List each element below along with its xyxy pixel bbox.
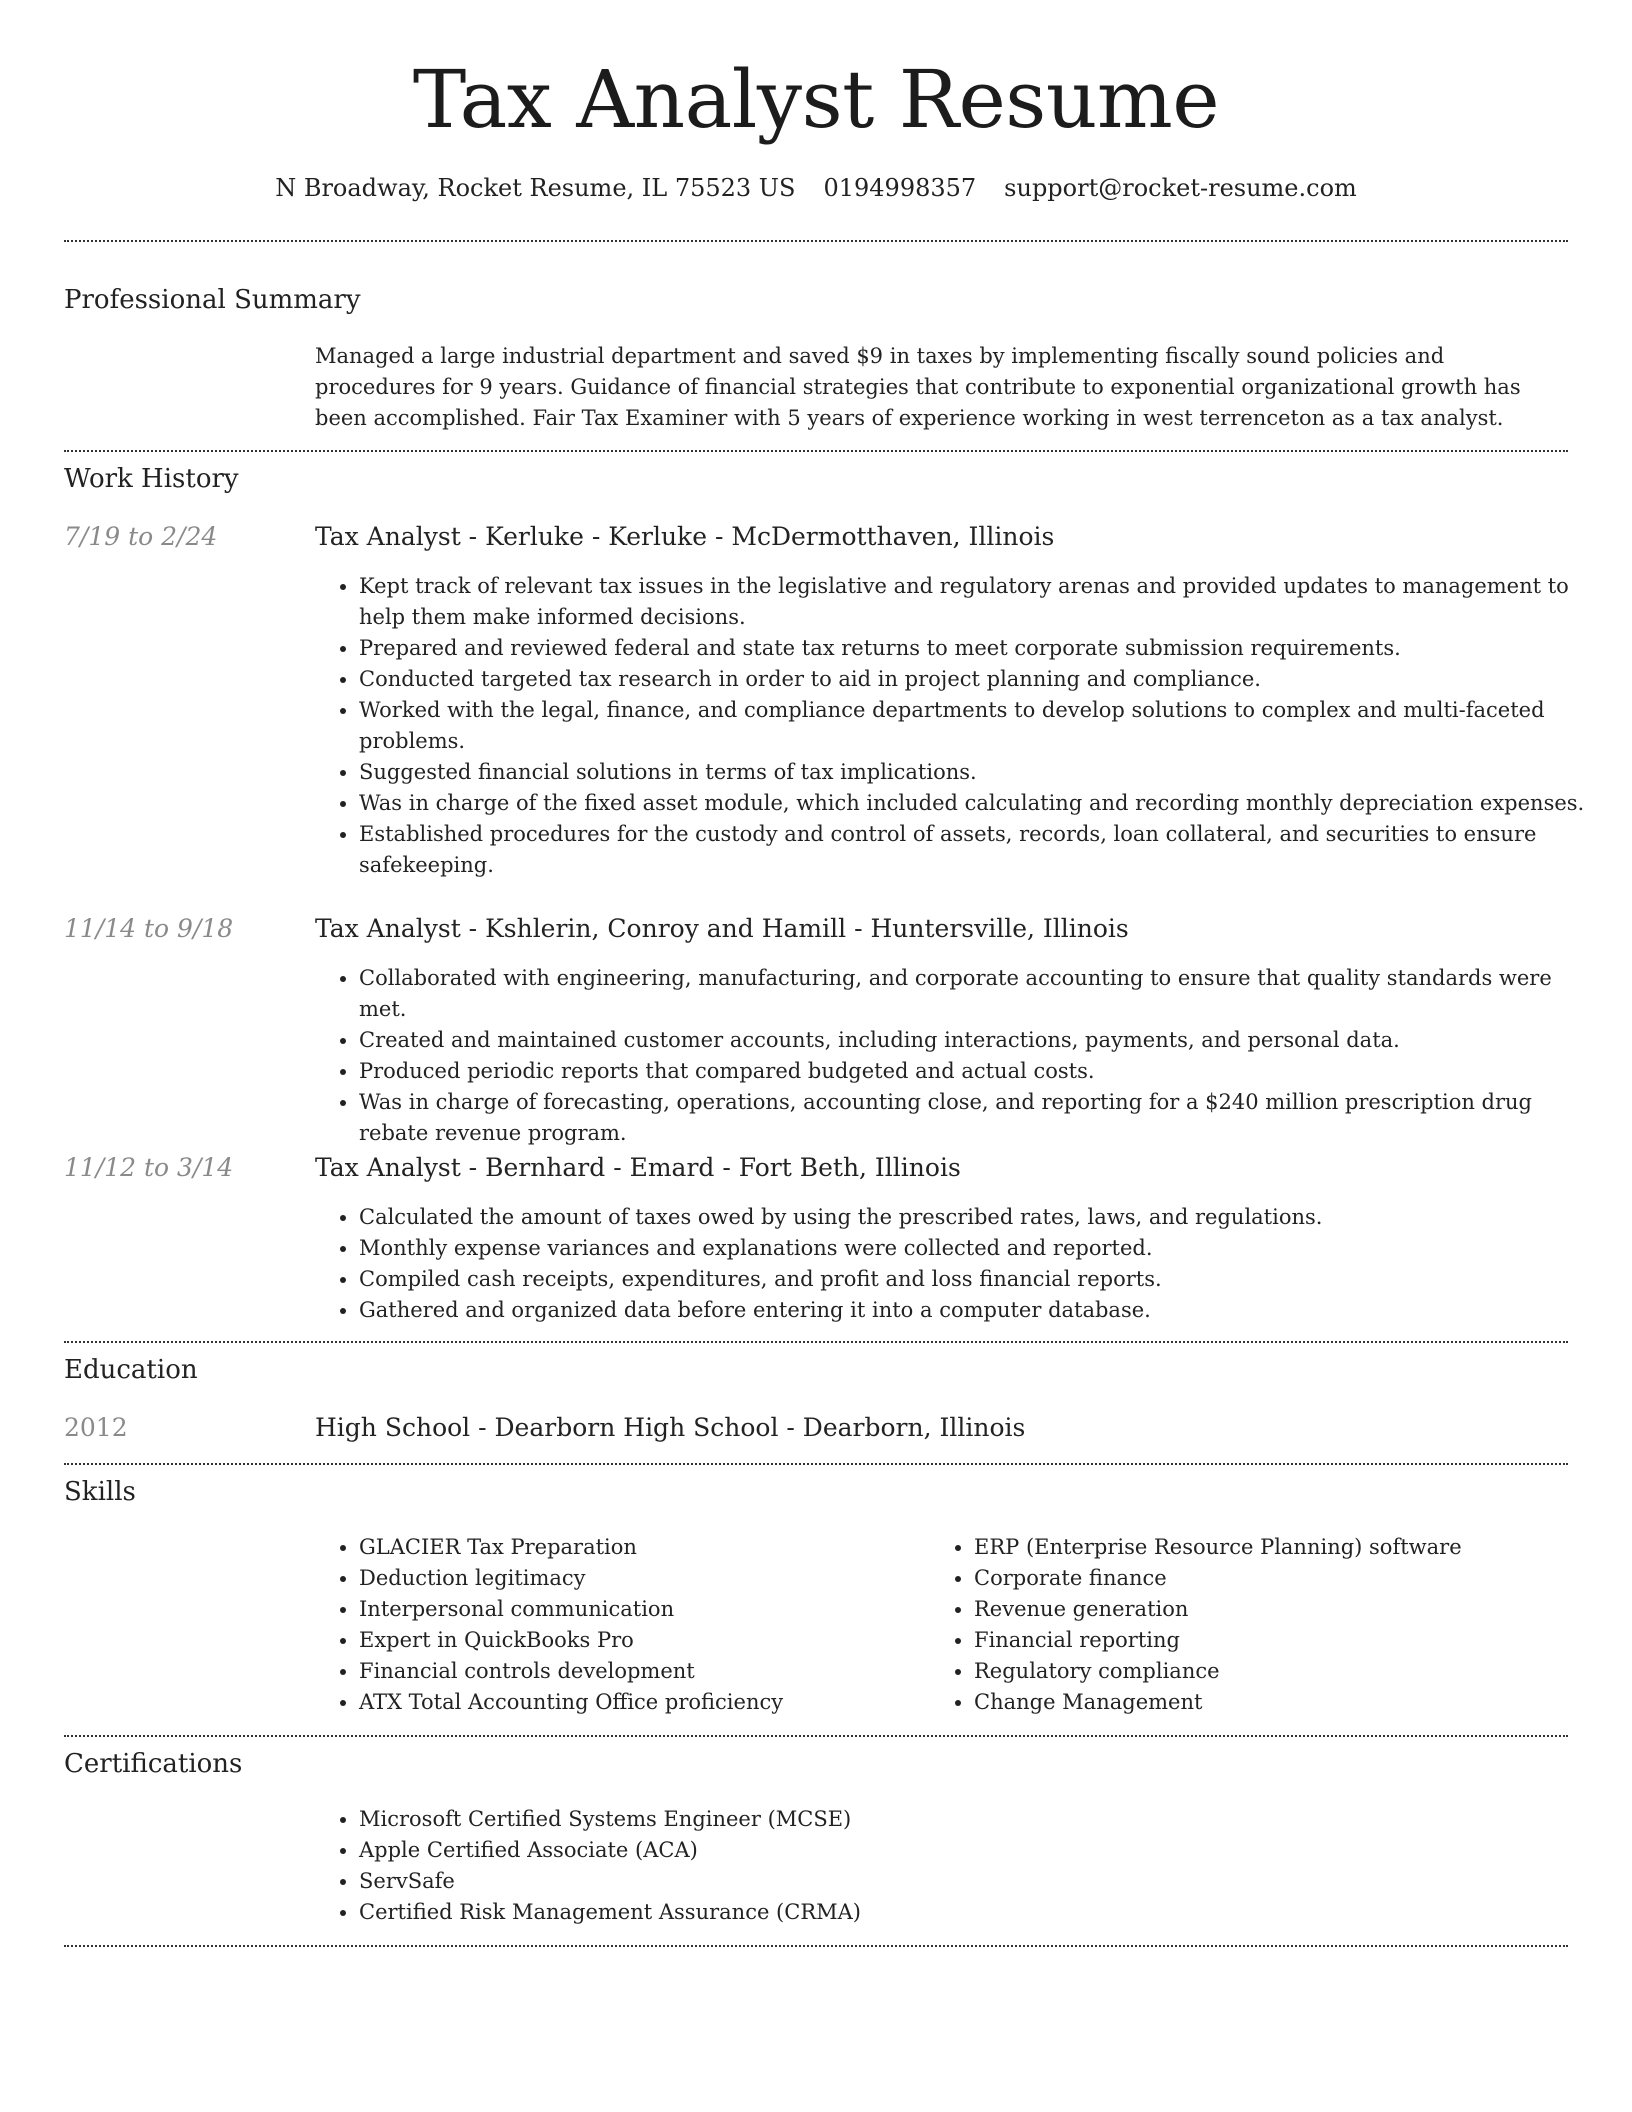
list-item: • Microsoft Certified Systems Engineer (MCSE) [359, 1804, 1594, 1835]
section-title-skills: Skills [64, 1477, 136, 1507]
skills-list-right [930, 1532, 1594, 1718]
phone: 0194998357 [823, 174, 977, 202]
list-item: • Conducted targeted tax research in order to aid in project planning and compliance. [359, 664, 1594, 695]
list-item: • Compiled cash receipts, expenditures, and profit and loss financial reports. [359, 1264, 1594, 1295]
list-item: • GLACIER Tax Preparation [359, 1532, 949, 1563]
list-item: • Interpersonal communication [359, 1594, 949, 1625]
job-bullets [315, 963, 1594, 1149]
list-item: • Certified Risk Management Assurance (CRMA) [359, 1897, 1594, 1928]
list-item: • Suggested financial solutions in terms of tax implications. [359, 757, 1594, 788]
list-item: • Deduction legitimacy [359, 1563, 949, 1594]
resume-title: Tax Analyst Resume [412, 53, 1220, 146]
job-title: Tax Analyst - Bernhard - Emard - Fort Beth, Illinois [315, 1153, 961, 1182]
list-item: • Gathered and organized data before entering it into a computer database. [359, 1295, 1594, 1326]
job-dates: 11/14 to 9/18 [64, 914, 234, 943]
section-title-work: Work History [64, 464, 239, 494]
list-item: • Apple Certified Associate (ACA) [359, 1835, 1594, 1866]
education-entry: High School - Dearborn High School - Dearborn, Illinois [315, 1413, 1026, 1442]
list-item: • Produced periodic reports that compared budgeted and actual costs. [359, 1056, 1594, 1087]
list-item: • Prepared and reviewed federal and state tax returns to meet corporate submission requirements. [359, 633, 1594, 664]
job-title: Tax Analyst - Kerluke - Kerluke - McDermotthaven, Illinois [315, 522, 1055, 551]
list-item: • ATX Total Accounting Office proficiency [359, 1687, 949, 1718]
list-item: • Change Management [974, 1687, 1594, 1718]
section-title-education: Education [64, 1355, 198, 1385]
section-divider [64, 240, 1568, 242]
section-title-summary: Professional Summary [64, 285, 361, 315]
email: support@rocket-resume.com [1004, 174, 1357, 202]
list-item: • Financial reporting [974, 1625, 1594, 1656]
skills-list-left [315, 1532, 949, 1718]
list-item: • Established procedures for the custody and control of assets, records, loan collateral, and securities to ensure safekeeping. [359, 819, 1594, 881]
summary-text: Managed a large industrial department and saved $9 in taxes by implementing fiscally sound policies and procedures for 9 years. Guidance of financial strategies that contribute to exponential organizational growth has been accomplished. Fair Tax Examiner with 5 years of experience working in west terrenceton as a tax analyst. [315, 344, 1521, 430]
list-item: • Was in charge of the fixed asset module, which included calculating and recording monthly depreciation expenses. [359, 788, 1594, 819]
list-item: • Created and maintained customer accounts, including interactions, payments, and personal data. [359, 1025, 1594, 1056]
list-item: • Monthly expense variances and explanations were collected and reported. [359, 1233, 1594, 1264]
job-bullets [315, 1202, 1594, 1326]
section-divider [64, 1341, 1568, 1343]
list-item: • Calculated the amount of taxes owed by using the prescribed rates, laws, and regulations. [359, 1202, 1594, 1233]
section-divider [64, 1945, 1568, 1947]
section-divider [64, 1463, 1568, 1465]
job-dates: 11/12 to 3/14 [64, 1153, 234, 1182]
list-item: • ServSafe [359, 1866, 1594, 1897]
section-title-certifications: Certifications [64, 1749, 243, 1779]
job-dates: 7/19 to 2/24 [64, 522, 218, 551]
list-item: • Financial controls development [359, 1656, 949, 1687]
list-item: • Kept track of relevant tax issues in the legislative and regulatory arenas and provided updates to management to help them make informed decisions. [359, 571, 1594, 633]
list-item: • Revenue generation [974, 1594, 1594, 1625]
list-item: • Expert in QuickBooks Pro [359, 1625, 949, 1656]
certifications-list [315, 1804, 1594, 1928]
section-divider [64, 1735, 1568, 1737]
job-title: Tax Analyst - Kshlerin, Conroy and Hamill - Huntersville, Illinois [315, 914, 1129, 943]
job-bullets [315, 571, 1594, 881]
address: N Broadway, Rocket Resume, IL 75523 US [275, 174, 796, 202]
list-item: • Corporate finance [974, 1563, 1594, 1594]
contact-line [0, 170, 1632, 206]
list-item: • Collaborated with engineering, manufacturing, and corporate accounting to ensure that quality standards were met. [359, 963, 1594, 1025]
list-item: • Regulatory compliance [974, 1656, 1594, 1687]
list-item: • Was in charge of forecasting, operations, accounting close, and reporting for a $240 million prescription drug rebate revenue program. [359, 1087, 1594, 1149]
list-item: • Worked with the legal, finance, and compliance departments to develop solutions to complex and multi-faceted problems. [359, 695, 1594, 757]
list-item: • ERP (Enterprise Resource Planning) software [974, 1532, 1594, 1563]
section-divider [64, 450, 1568, 452]
education-year: 2012 [64, 1413, 128, 1442]
